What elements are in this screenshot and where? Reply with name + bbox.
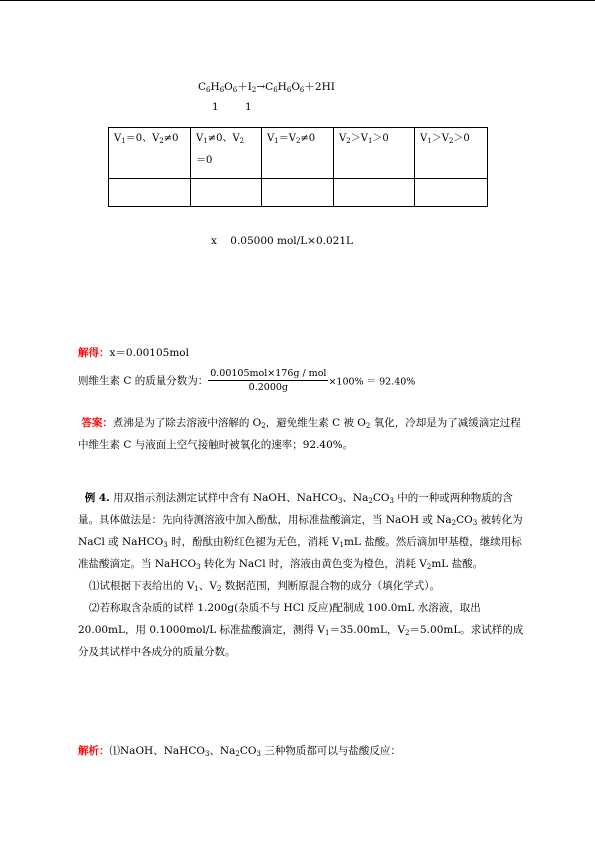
table-header-cell: $V_1=V_2\ne 0$ [262,128,334,179]
answer-paragraph: 答案：煮沸是为了除去溶液中溶解的 $O_2$，避免维生素 C 被 $O_2$ 氧化，冷却是为了减缓滴定过程中维生素 C 与液面上空气接触时被氧化的速率；92.40%。 [78,417,521,451]
solution-line [78,345,189,360]
mass-fraction-line [78,368,415,393]
table-header-cell: $V_2>V_1>0$ [334,128,415,179]
equation-coefficient-2: 1 [245,101,252,113]
table-answer-cell [109,179,191,207]
analysis-label: 解析： [78,745,110,757]
proportion-line: x 0.05000 mol/L×0.021L [211,235,354,247]
table-answer-cell [262,179,334,207]
table-answer-cell [334,179,415,207]
table-answer-row [109,179,488,207]
question-2: ⑵若称取含杂质的试样 1.200g(杂质不与 HCl 反应)配制成 100.0mL 水溶液，取出 20.00mL，用 0.1000mol/L 标准盐酸滴定，测得 $V_1=35.00mL$，$V_2=5.00mL$。求试样的成分及其试样中各成分的质量分数。 [78,602,524,658]
table-header-row [109,128,488,179]
table-answer-cell [415,179,488,207]
page-top-rule [0,0,595,1]
table-header-cell: $V_1\ne 0$、$V_2$ ＝0 [191,128,262,179]
solution-label: 解得： [78,347,110,359]
table-header-cell: $V_1=0$、$V_2\ne 0$ [109,128,191,179]
mass-fraction-fraction [208,368,328,393]
mass-fraction-prefix: 则维生素 C 的质量分数为： [78,375,209,387]
question-1: ⑴试根据下表给出的 $V_1$、$V_2$ 数据范围，判断原混合物的成分（填化学式）。 [89,580,441,593]
equation-coefficient-1: 1 [212,101,219,113]
analysis-line: 解析：⑴NaOH、NaHCO$_3$、$Na_2CO_3$ 三种物质都可以与盐酸反应： [78,745,401,758]
solution-text: x＝0.00105mol [109,347,189,359]
example-4-label: 例 4. [84,492,110,504]
example-4-paragraph: 例 4. 用双指示剂法测定试样中含有 NaOH、NaHCO$_3$、$Na_2CO_3$ 中的一种或两种物质的含量。具体做法是：先向待测溶液中加入酚酞，用标准盐酸滴定，当 NaOH 或 $Na_2CO_3$ 被转化为 NaCl 或 NaHCO$_3$ 时，酚酞由粉红色褪为无色，消耗 $V_1mL$ 盐酸。然后滴加甲基橙，继续用标准盐酸滴定。当 NaHCO$_3$ 转化为 NaCl 时，溶液由黄色变为橙色，消耗 $V_2mL$ 盐酸。 [78,492,523,571]
mass-fraction-result: ×100% ＝ 92.40% [328,376,416,388]
table-answer-cell [191,179,262,207]
answer-label: 答案： [81,417,113,429]
fraction-denominator: 0.2000g [248,382,288,393]
fraction-numerator: 0.00105mol×176g / mol [210,368,327,379]
chemical-equation: $C_6H_6O_6+I_2\to C_6H_6O_6+2HI$ [198,81,335,94]
table-header-cell: $V_1>V_2>0$ [415,128,488,179]
v-range-table [108,127,488,207]
